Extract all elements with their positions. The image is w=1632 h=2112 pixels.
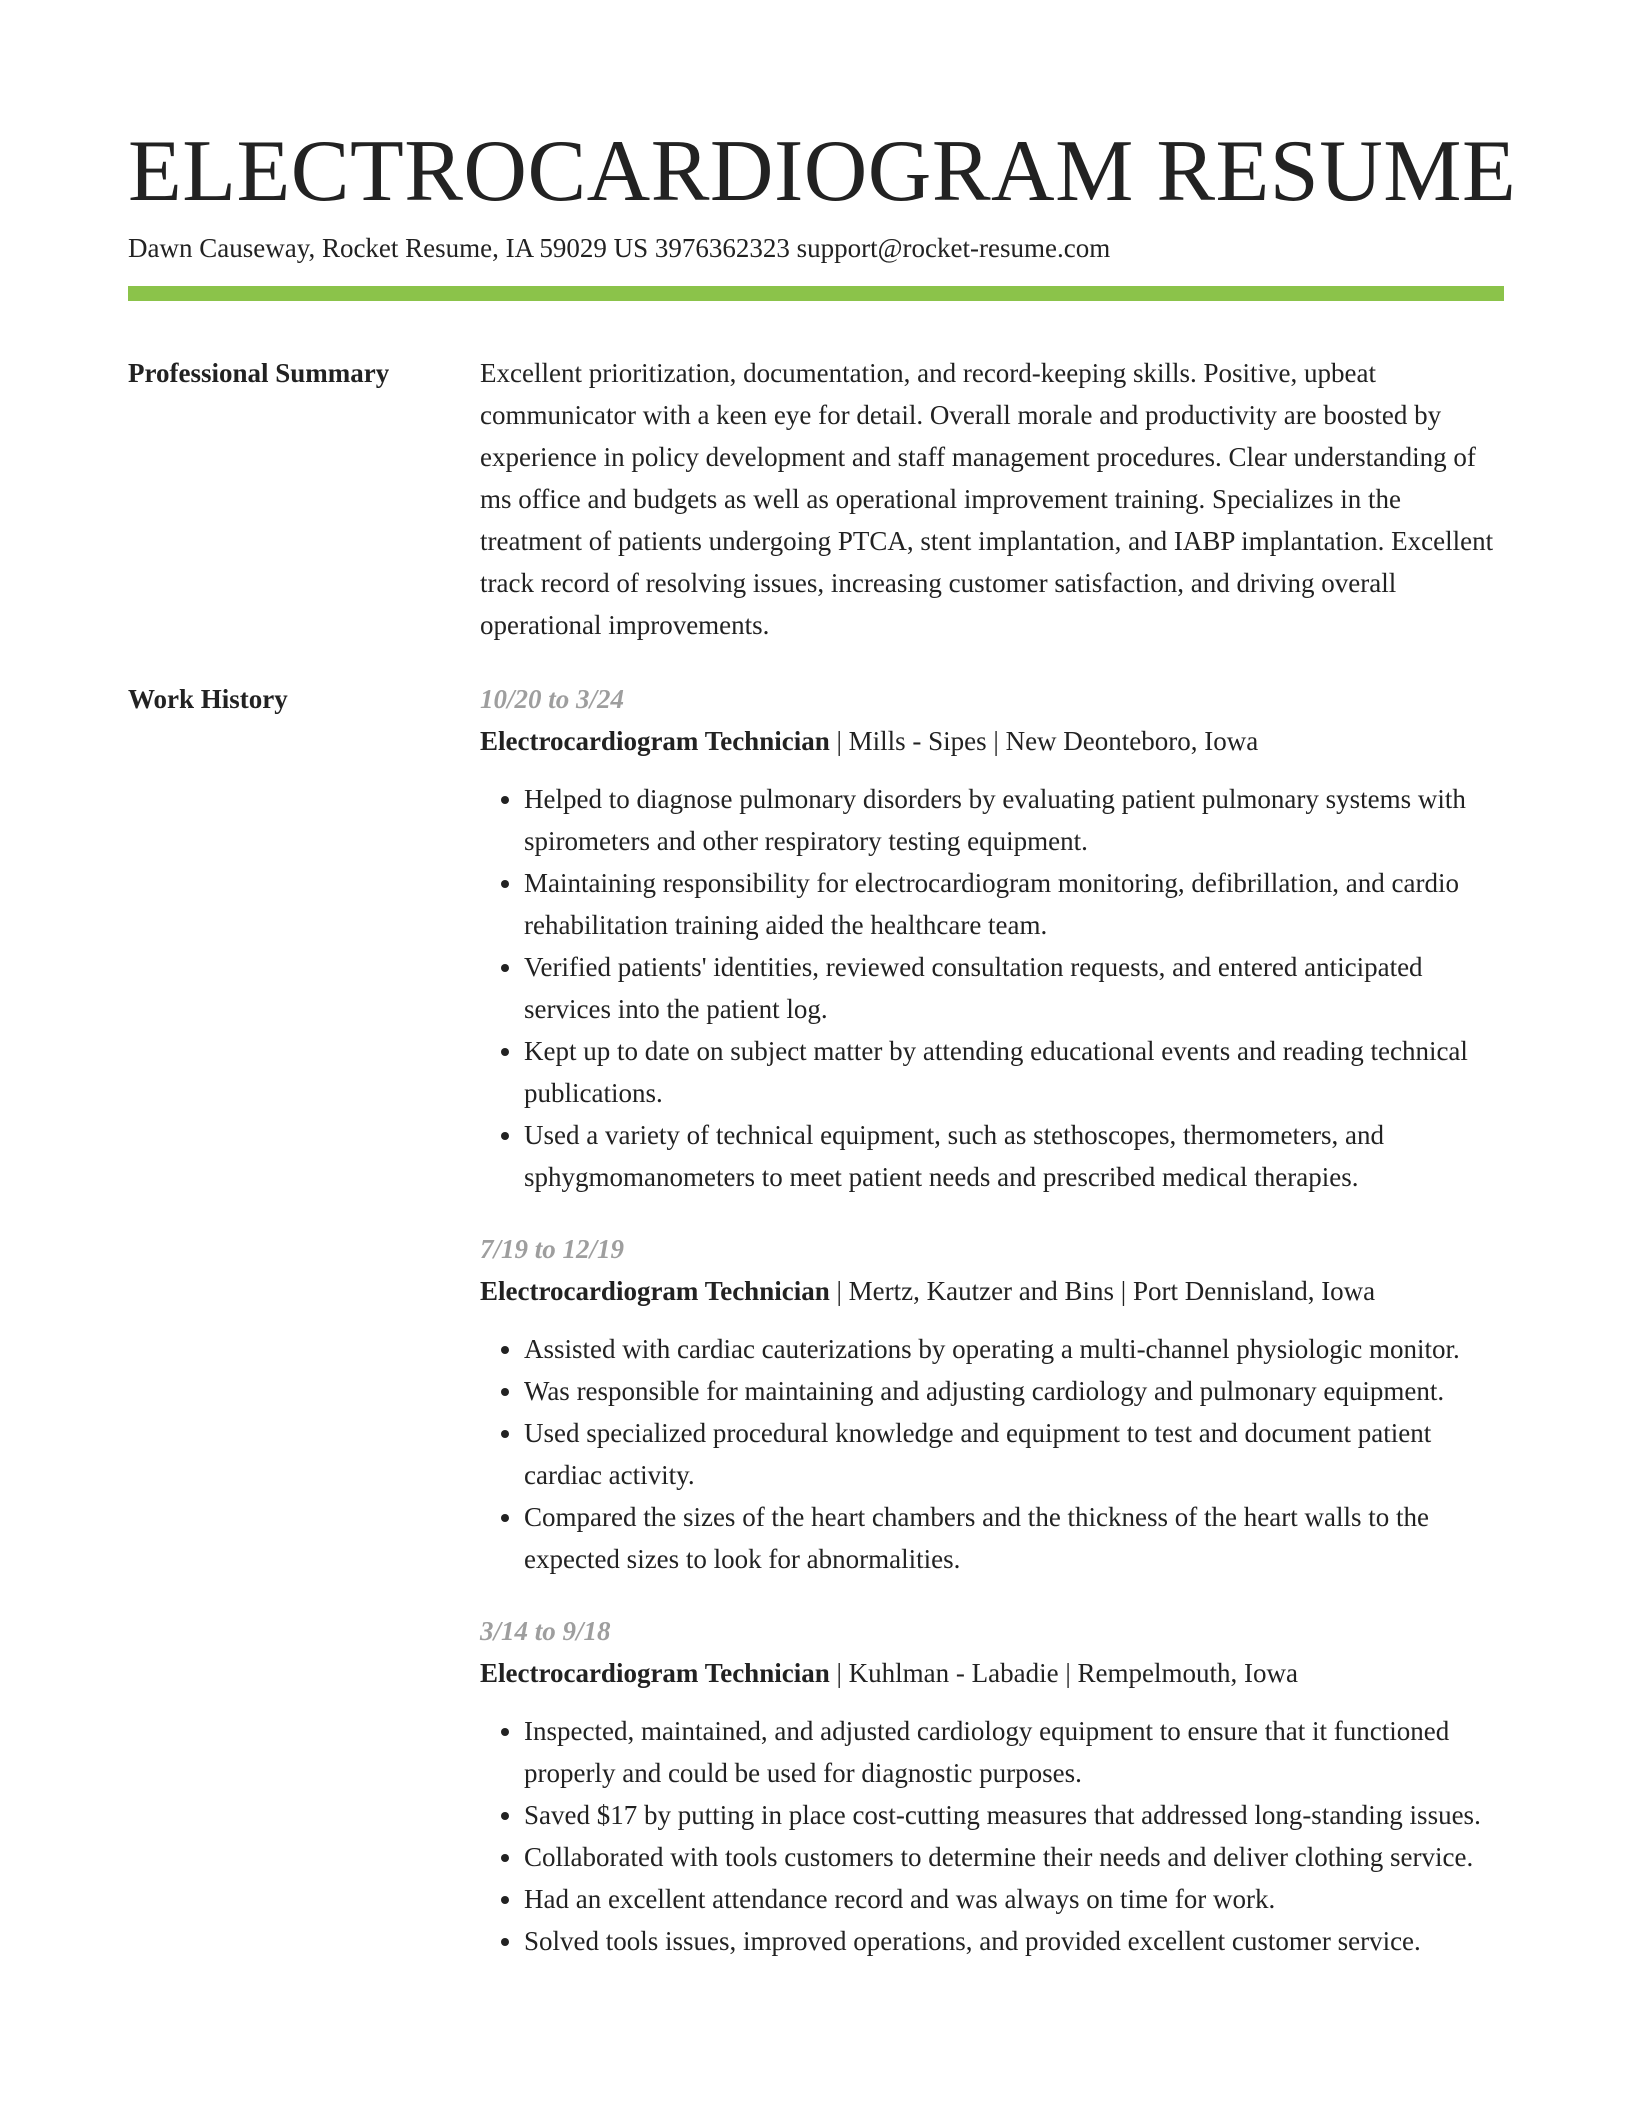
job-entry — [480, 678, 1504, 1198]
summary-body — [480, 352, 1504, 646]
job-employer-location: Mertz, Kautzer and Bins | Port Dennisland, Iowa — [848, 1276, 1376, 1306]
job-bullets — [480, 1328, 1504, 1580]
job-entry — [480, 1610, 1504, 1962]
job-title-line — [480, 1270, 1504, 1312]
job-separator: | — [829, 1276, 849, 1306]
job-bullet: • Used specialized procedural knowledge and equipment to test and document patient cardiac activity. — [524, 1412, 1504, 1496]
job-bullet: • Helped to diagnose pulmonary disorders by evaluating patient pulmonary systems with spirometers and other respiratory testing equipment. — [524, 778, 1504, 862]
job-bullet: • Used a variety of technical equipment, such as stethoscopes, thermometers, and sphygmomanometers to meet patient needs and prescribed medical therapies. — [524, 1114, 1504, 1198]
header-divider — [128, 286, 1504, 301]
job-dates: 7/19 to 12/19 — [480, 1234, 625, 1264]
job-bullet: • Assisted with cardiac cauterizations by operating a multi-channel physiologic monitor. — [524, 1328, 1504, 1370]
work-history-heading: Work History — [128, 684, 288, 714]
job-dates: 3/14 to 9/18 — [480, 1616, 611, 1646]
job-bullet: • Verified patients' identities, reviewed consultation requests, and entered anticipated services into the patient log. — [524, 946, 1504, 1030]
job-separator: | — [829, 726, 849, 756]
job-separator: | — [829, 1658, 849, 1688]
job-bullet: • Saved $17 by putting in place cost-cutting measures that addressed long-standing issues. — [524, 1794, 1504, 1836]
job-employer-location: Kuhlman - Labadie | Rempelmouth, Iowa — [848, 1658, 1298, 1688]
job-bullet: • Was responsible for maintaining and adjusting cardiology and pulmonary equipment. — [524, 1370, 1504, 1412]
summary-text: Excellent prioritization, documentation, and record-keeping skills. Positive, upbeat communicator with a keen eye for detail. Overall morale and productivity are boosted by experience in policy development and staff management procedures. Clear understanding of ms office and budgets as well as operational improvement training. Specializes in the treatment of patients undergoing PTCA, stent implantation, and IABP implantation. Excellent track record of resolving issues, increasing customer satisfaction, and driving overall operational improvements. — [480, 358, 1494, 640]
job-title: Electrocardiogram Technician — [480, 726, 830, 756]
job-bullet: • Solved tools issues, improved operations, and provided excellent customer service. — [524, 1920, 1504, 1962]
job-bullet: • Collaborated with tools customers to determine their needs and deliver clothing service. — [524, 1836, 1504, 1878]
job-entry — [480, 1228, 1504, 1580]
job-title-line — [480, 1652, 1504, 1694]
job-bullet: • Compared the sizes of the heart chambers and the thickness of the heart walls to the expected sizes to look for abnormalities. — [524, 1496, 1504, 1580]
summary-heading: Professional Summary — [128, 358, 390, 388]
job-dates: 10/20 to 3/24 — [480, 684, 625, 714]
job-employer-location: Mills - Sipes | New Deonteboro, Iowa — [848, 726, 1259, 756]
job-bullet: • Kept up to date on subject matter by attending educational events and reading technical publications. — [524, 1030, 1504, 1114]
job-bullet: • Inspected, maintained, and adjusted cardiology equipment to ensure that it functioned properly and could be used for diagnostic purposes. — [524, 1710, 1504, 1794]
contact-line: Dawn Causeway, Rocket Resume, IA 59029 US 3976362323 support@rocket-resume.com — [128, 233, 1111, 263]
job-title: Electrocardiogram Technician — [480, 1658, 830, 1688]
job-bullet: • Had an excellent attendance record and was always on time for work. — [524, 1878, 1504, 1920]
jobs-list — [480, 678, 1504, 1992]
job-title: Electrocardiogram Technician — [480, 1276, 830, 1306]
job-bullet: • Maintaining responsibility for electrocardiogram monitoring, defibrillation, and cardio rehabilitation training aided the healthcare team. — [524, 862, 1504, 946]
job-bullets — [480, 778, 1504, 1198]
job-bullets — [480, 1710, 1504, 1962]
resume-name: ELECTROCARDIOGRAM RESUME — [128, 123, 1517, 220]
job-title-line — [480, 720, 1504, 762]
